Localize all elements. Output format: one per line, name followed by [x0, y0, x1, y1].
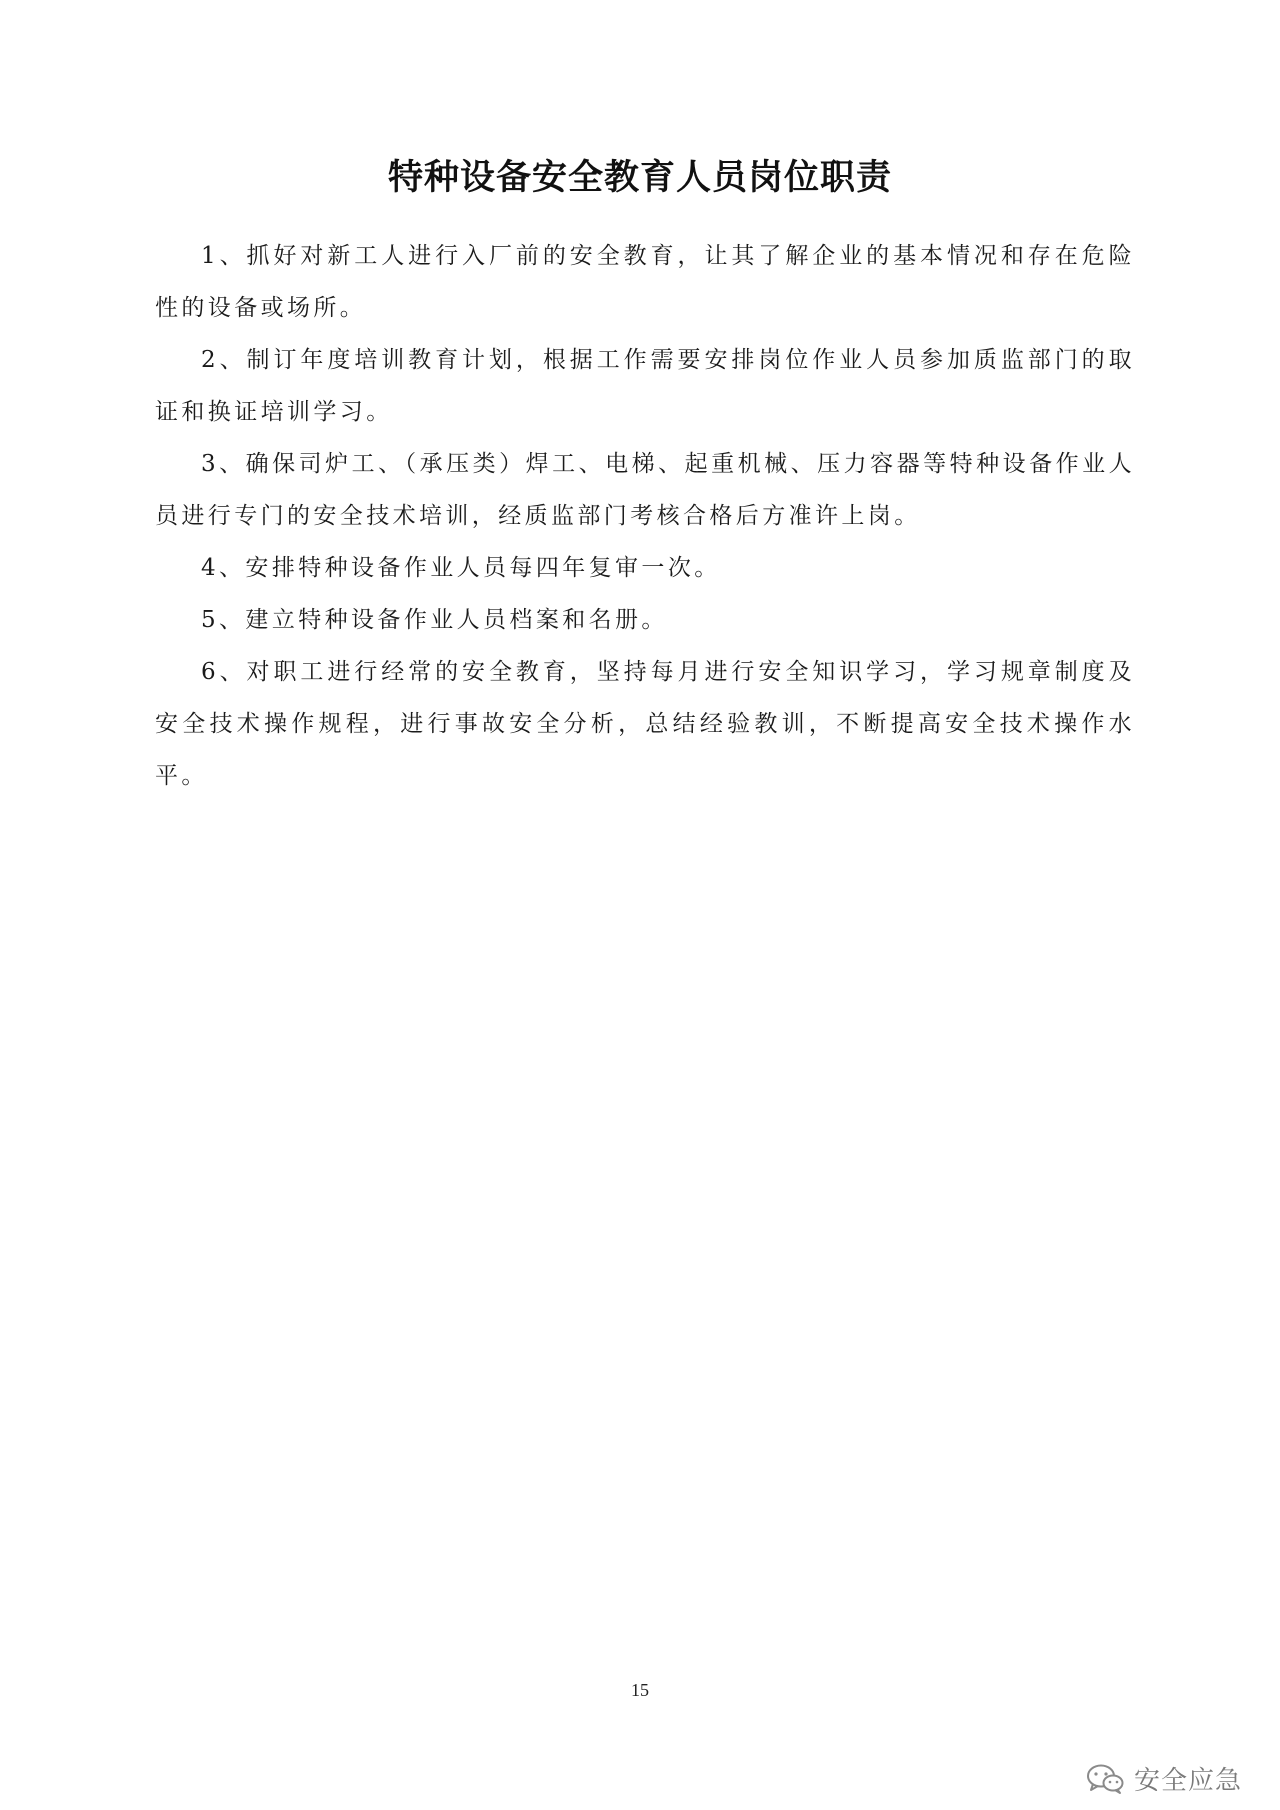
duty-item-6: 6、对职工进行经常的安全教育，坚持每月进行安全知识学习，学习规章制度及安全技术操作规程，进行事故安全分析，总结经验教训，不断提高安全技术操作水平。 — [155, 659, 1135, 789]
duty-item-1: 1、抓好对新工人进行入厂前的安全教育，让其了解企业的基本情况和存在危险性的设备或场所。 — [155, 243, 1135, 321]
page-title: 特种设备安全教育人员岗位职责 — [387, 158, 892, 198]
duty-item-2: 2、制订年度培训教育计划，根据工作需要安排岗位作业人员参加质监部门的取证和换证培训学习。 — [155, 347, 1135, 425]
page-number: 15 — [631, 1680, 649, 1700]
duty-item-3: 3、确保司炉工、（承压类）焊工、电梯、起重机械、压力容器等特种设备作业人员进行专门的安全技术培训，经质监部门考核合格后方准许上岗。 — [155, 451, 1135, 529]
watermark — [1086, 1760, 1242, 1797]
duty-item-4: 4、安排特种设备作业人员每四年复审一次。 — [201, 555, 721, 581]
wechat-icon — [1086, 1763, 1124, 1795]
document-body — [155, 230, 1135, 802]
watermark-text: 安全应急 — [1133, 1766, 1242, 1796]
duty-item-5: 5、建立特种设备作业人员档案和名册。 — [201, 607, 668, 633]
